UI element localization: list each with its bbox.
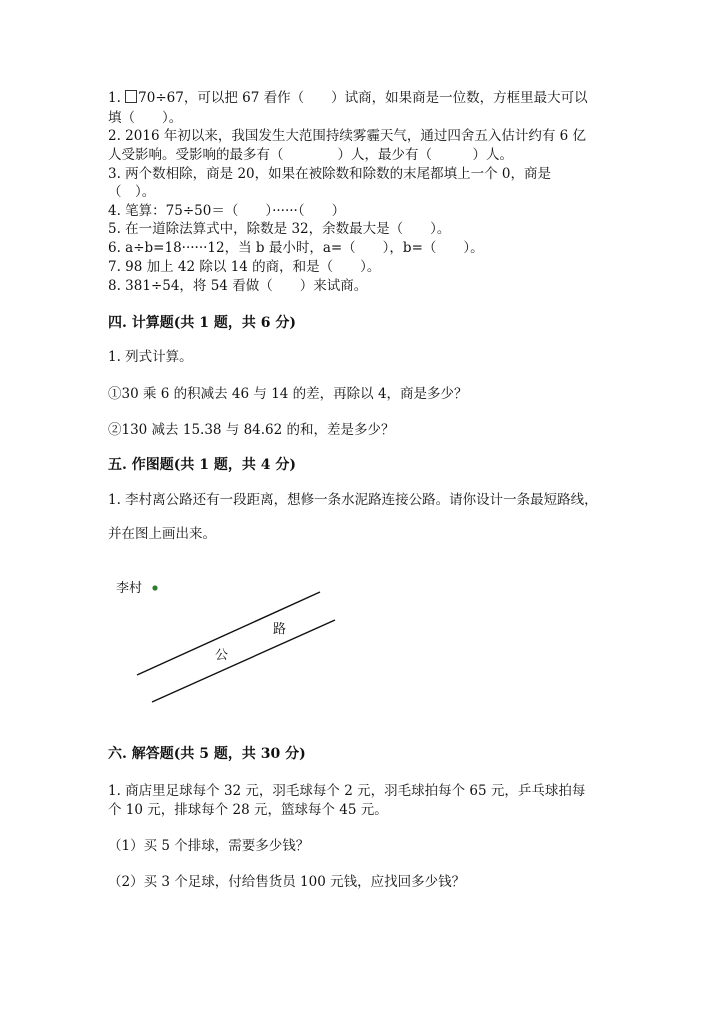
road-label: 公 xyxy=(215,648,229,663)
question-line: 7. 98 加上 42 除以 14 的商，和是（ ）。 xyxy=(108,259,381,275)
section-heading: 四. 计算题(共 1 题，共 6 分) xyxy=(108,315,296,331)
sub-question: （1）买 5 个排球，需要多少钱？ xyxy=(108,838,310,854)
question-line: 6. a÷b=18······12，当 b 最小时，a=（ ），b=（ ）。 xyxy=(108,240,484,256)
sub-question: ①30 乘 6 的积减去 46 与 14 的差，再除以 4，商是多少？ xyxy=(108,386,468,402)
question-line: 填（ ）。 xyxy=(108,110,183,126)
question-line: 1. 70÷67，可以把 67 看作（ ）试商，如果商是一位数，方框里最大可以 xyxy=(108,90,588,106)
sub-question: ②130 减去 15.38 与 84.62 的和，差是多少？ xyxy=(108,422,395,438)
question-line: 1. 李村离公路还有一段距离，想修一条水泥路连接公路。请你设计一条最短路线， xyxy=(108,492,598,508)
village-dot-icon xyxy=(152,585,157,590)
village-label: 李村 xyxy=(116,581,143,596)
question-line: 个 10 元，排球每个 28 元，篮球每个 45 元。 xyxy=(108,802,388,818)
question-line: 2. 2016 年初以来，我国发生大范围持续雾霾天气，通过四舍五入估计约有 6 亿 xyxy=(108,128,586,144)
question-line: 人受影响。受影响的最多有（ ）人，最少有（ ）人。 xyxy=(108,147,513,163)
question-line: 8. 381÷54，将 54 看做（ ）来试商。 xyxy=(108,278,368,294)
question-line: 1. 列式计算。 xyxy=(108,349,193,365)
road-edge-lower xyxy=(152,620,335,702)
question-line: 3. 两个数相除，商是 20，如果在被除数和除数的末尾都填上一个 0，商是 xyxy=(108,166,552,182)
question-line: （ ）。 xyxy=(108,184,156,200)
question-line: 并在图上画出来。 xyxy=(108,526,216,542)
road-edge-upper xyxy=(137,592,320,675)
question-line: 1. 商店里足球每个 32 元，羽毛球每个 2 元，羽毛球拍每个 65 元，乒乓球拍每 xyxy=(108,783,586,799)
section-heading: 五. 作图题(共 1 题，共 4 分) xyxy=(108,457,296,473)
sub-question: （2）买 3 个足球，付给售货员 100 元钱，应找回多少钱？ xyxy=(108,874,466,890)
question-line: 4. 笔算：75÷50＝（ ）······（ ） xyxy=(108,203,346,219)
question-line: 5. 在一道除法算式中，除数是 32，余数最大是（ ）。 xyxy=(108,221,451,237)
section-heading: 六. 解答题(共 5 题，共 30 分) xyxy=(108,746,306,762)
road-label: 路 xyxy=(273,622,287,637)
